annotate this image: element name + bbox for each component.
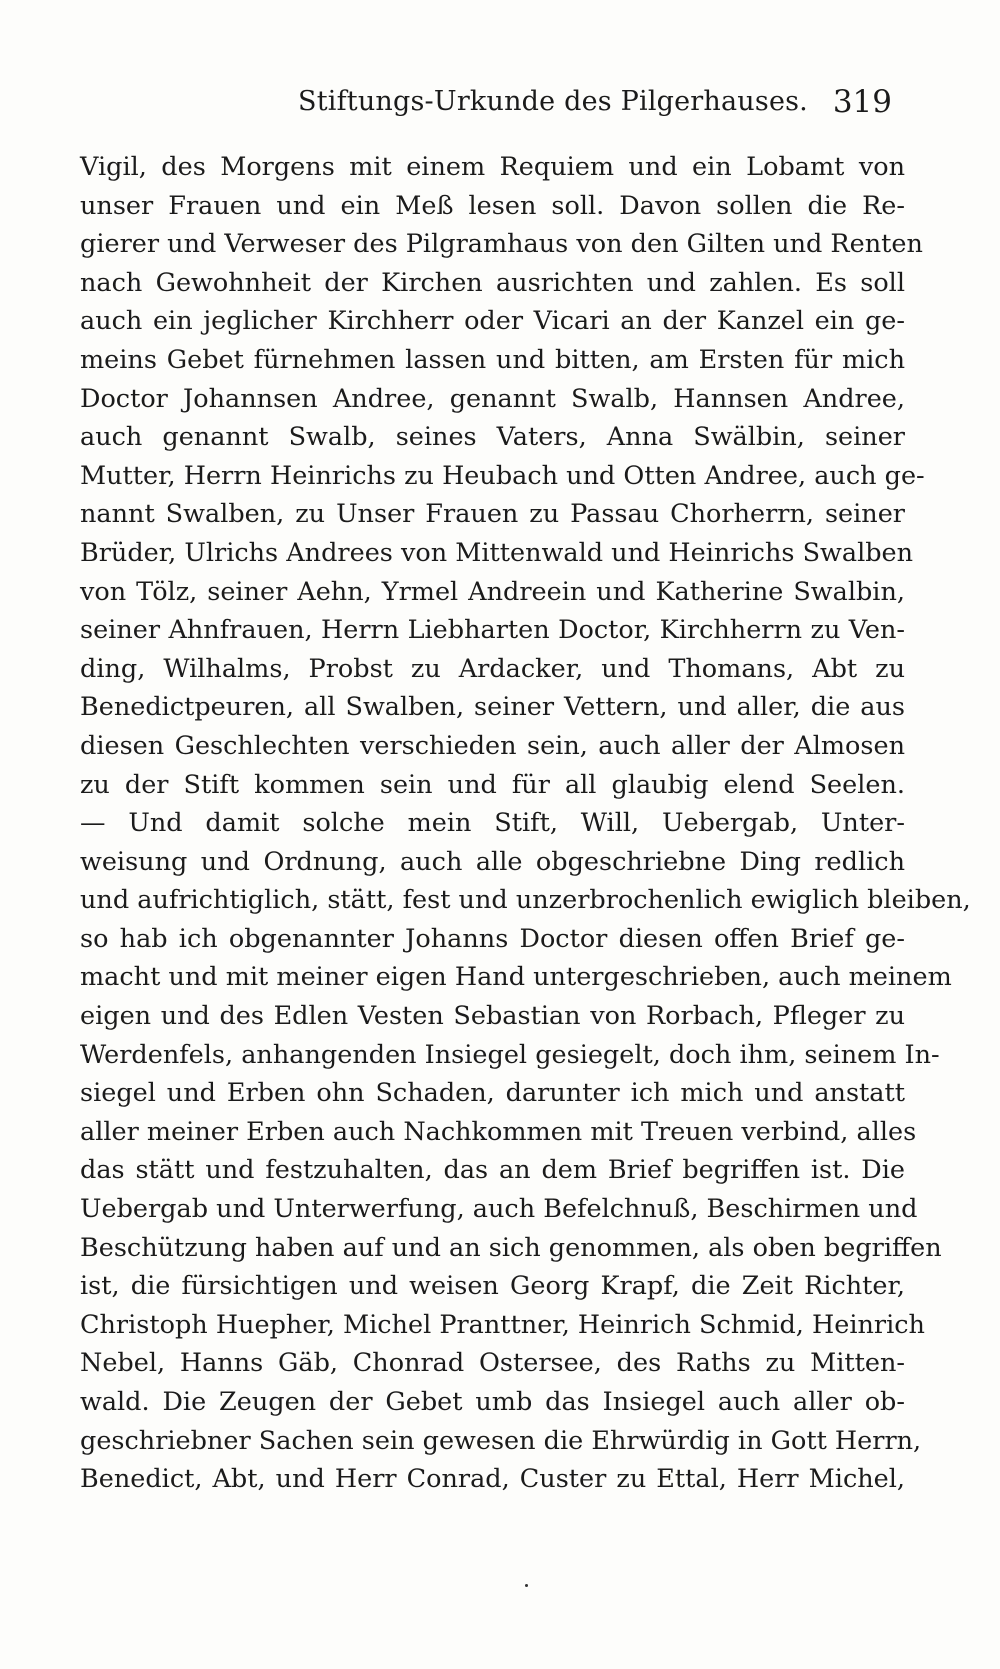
text-line: meins Gebet fürnehmen lassen und bitten, am Ersten für mich	[80, 344, 905, 375]
text-line: Vigil, des Morgens mit einem Requiem und ein Lobamt von	[80, 152, 905, 182]
text-line: Benedict, Abt, und Herr Conrad, Custer zu Ettal, Herr Michel,	[80, 1464, 905, 1495]
text-line: Nebel, Hanns Gäb, Chonrad Ostersee, des Raths zu Mitten-	[80, 1348, 905, 1379]
text-line: und aufrichtiglich, stätt, fest und unzerbrochenlich ewiglich bleiben,	[80, 885, 971, 916]
text-line: von Tölz, seiner Aehn, Yrmel Andreein und Katherine Swalbin,	[80, 576, 905, 607]
text-line: auch ein jeglicher Kirchherr oder Vicari an der Kanzel ein ge-	[80, 306, 905, 337]
text-line: auch genannt Swalb, seines Vaters, Anna Swälbin, seiner	[80, 422, 905, 453]
text-line: unser Frauen und ein Meß lesen soll. Davon sollen die Re-	[80, 190, 905, 221]
text-line: Mutter, Herrn Heinrichs zu Heubach und Otten Andree, auch ge-	[80, 460, 925, 491]
text-line: das stätt und festzuhalten, das an dem Brief begriffen ist. Die	[80, 1155, 905, 1186]
text-line: Benedictpeuren, all Swalben, seiner Vettern, und aller, die aus	[80, 692, 905, 723]
text-line: seiner Ahnfrauen, Herrn Liebharten Doctor, Kirchherrn zu Ven-	[80, 615, 905, 646]
text-line: Werdenfels, anhangenden Insiegel gesiegelt, doch ihm, seinem In-	[80, 1039, 940, 1070]
text-line: so hab ich obgenannter Johanns Doctor diesen offen Brief ge-	[80, 923, 905, 954]
text-line: zu der Stift kommen sein und für all glaubig elend Seelen.	[80, 769, 905, 800]
text-line: diesen Geschlechten verschieden sein, auch aller der Almosen	[80, 730, 905, 761]
text-line: ist, die fürsichtigen und weisen Georg Krapf, die Zeit Richter,	[80, 1271, 905, 1302]
text-line: ding, Wilhalms, Probst zu Ardacker, und Thomans, Abt zu	[80, 653, 905, 684]
text-line: nach Gewohnheit der Kirchen ausrichten und zahlen. Es soll	[80, 267, 905, 298]
text-line: aller meiner Erben auch Nachkommen mit Treuen verbind, alles	[80, 1116, 917, 1147]
text-line: Doctor Johannsen Andree, genannt Swalb, Hannsen Andree,	[80, 383, 905, 414]
running-head-title: Stiftungs-Urkunde des Pilgerhauses.	[298, 86, 808, 117]
print-speck	[525, 1584, 528, 1587]
text-line: gierer und Verweser des Pilgramhaus von den Gilten und Renten	[80, 229, 923, 260]
text-line: — Und damit solche mein Stift, Will, Uebergab, Unter-	[80, 808, 905, 839]
text-line: macht und mit meiner eigen Hand untergeschrieben, auch meinem	[80, 962, 952, 993]
text-line: weisung und Ordnung, auch alle obgeschriebne Ding redlich	[80, 846, 905, 877]
text-line: eigen und des Edlen Vesten Sebastian von Rorbach, Pfleger zu	[80, 1001, 905, 1032]
page-number: 319	[832, 84, 892, 120]
text-line: nannt Swalben, zu Unser Frauen zu Passau Chorherrn, seiner	[80, 499, 905, 530]
text-line: Christoph Huepher, Michel Pranttner, Heinrich Schmid, Heinrich	[80, 1309, 925, 1340]
text-line: Uebergab und Unterwerfung, auch Befelchnuß, Beschirmen und	[80, 1194, 918, 1225]
text-line: Brüder, Ulrichs Andrees von Mittenwald und Heinrichs Swalben	[80, 537, 914, 568]
body-text	[80, 148, 971, 1499]
text-line: siegel und Erben ohn Schaden, darunter ich mich und anstatt	[80, 1078, 905, 1109]
running-head	[80, 86, 900, 126]
text-line: geschriebner Sachen sein gewesen die Ehrwürdig in Gott Herrn,	[80, 1425, 922, 1456]
text-line: Beschützung haben auf und an sich genommen, als oben begriffen	[80, 1232, 942, 1263]
text-line: wald. Die Zeugen der Gebet umb das Insiegel auch aller ob-	[80, 1387, 905, 1417]
